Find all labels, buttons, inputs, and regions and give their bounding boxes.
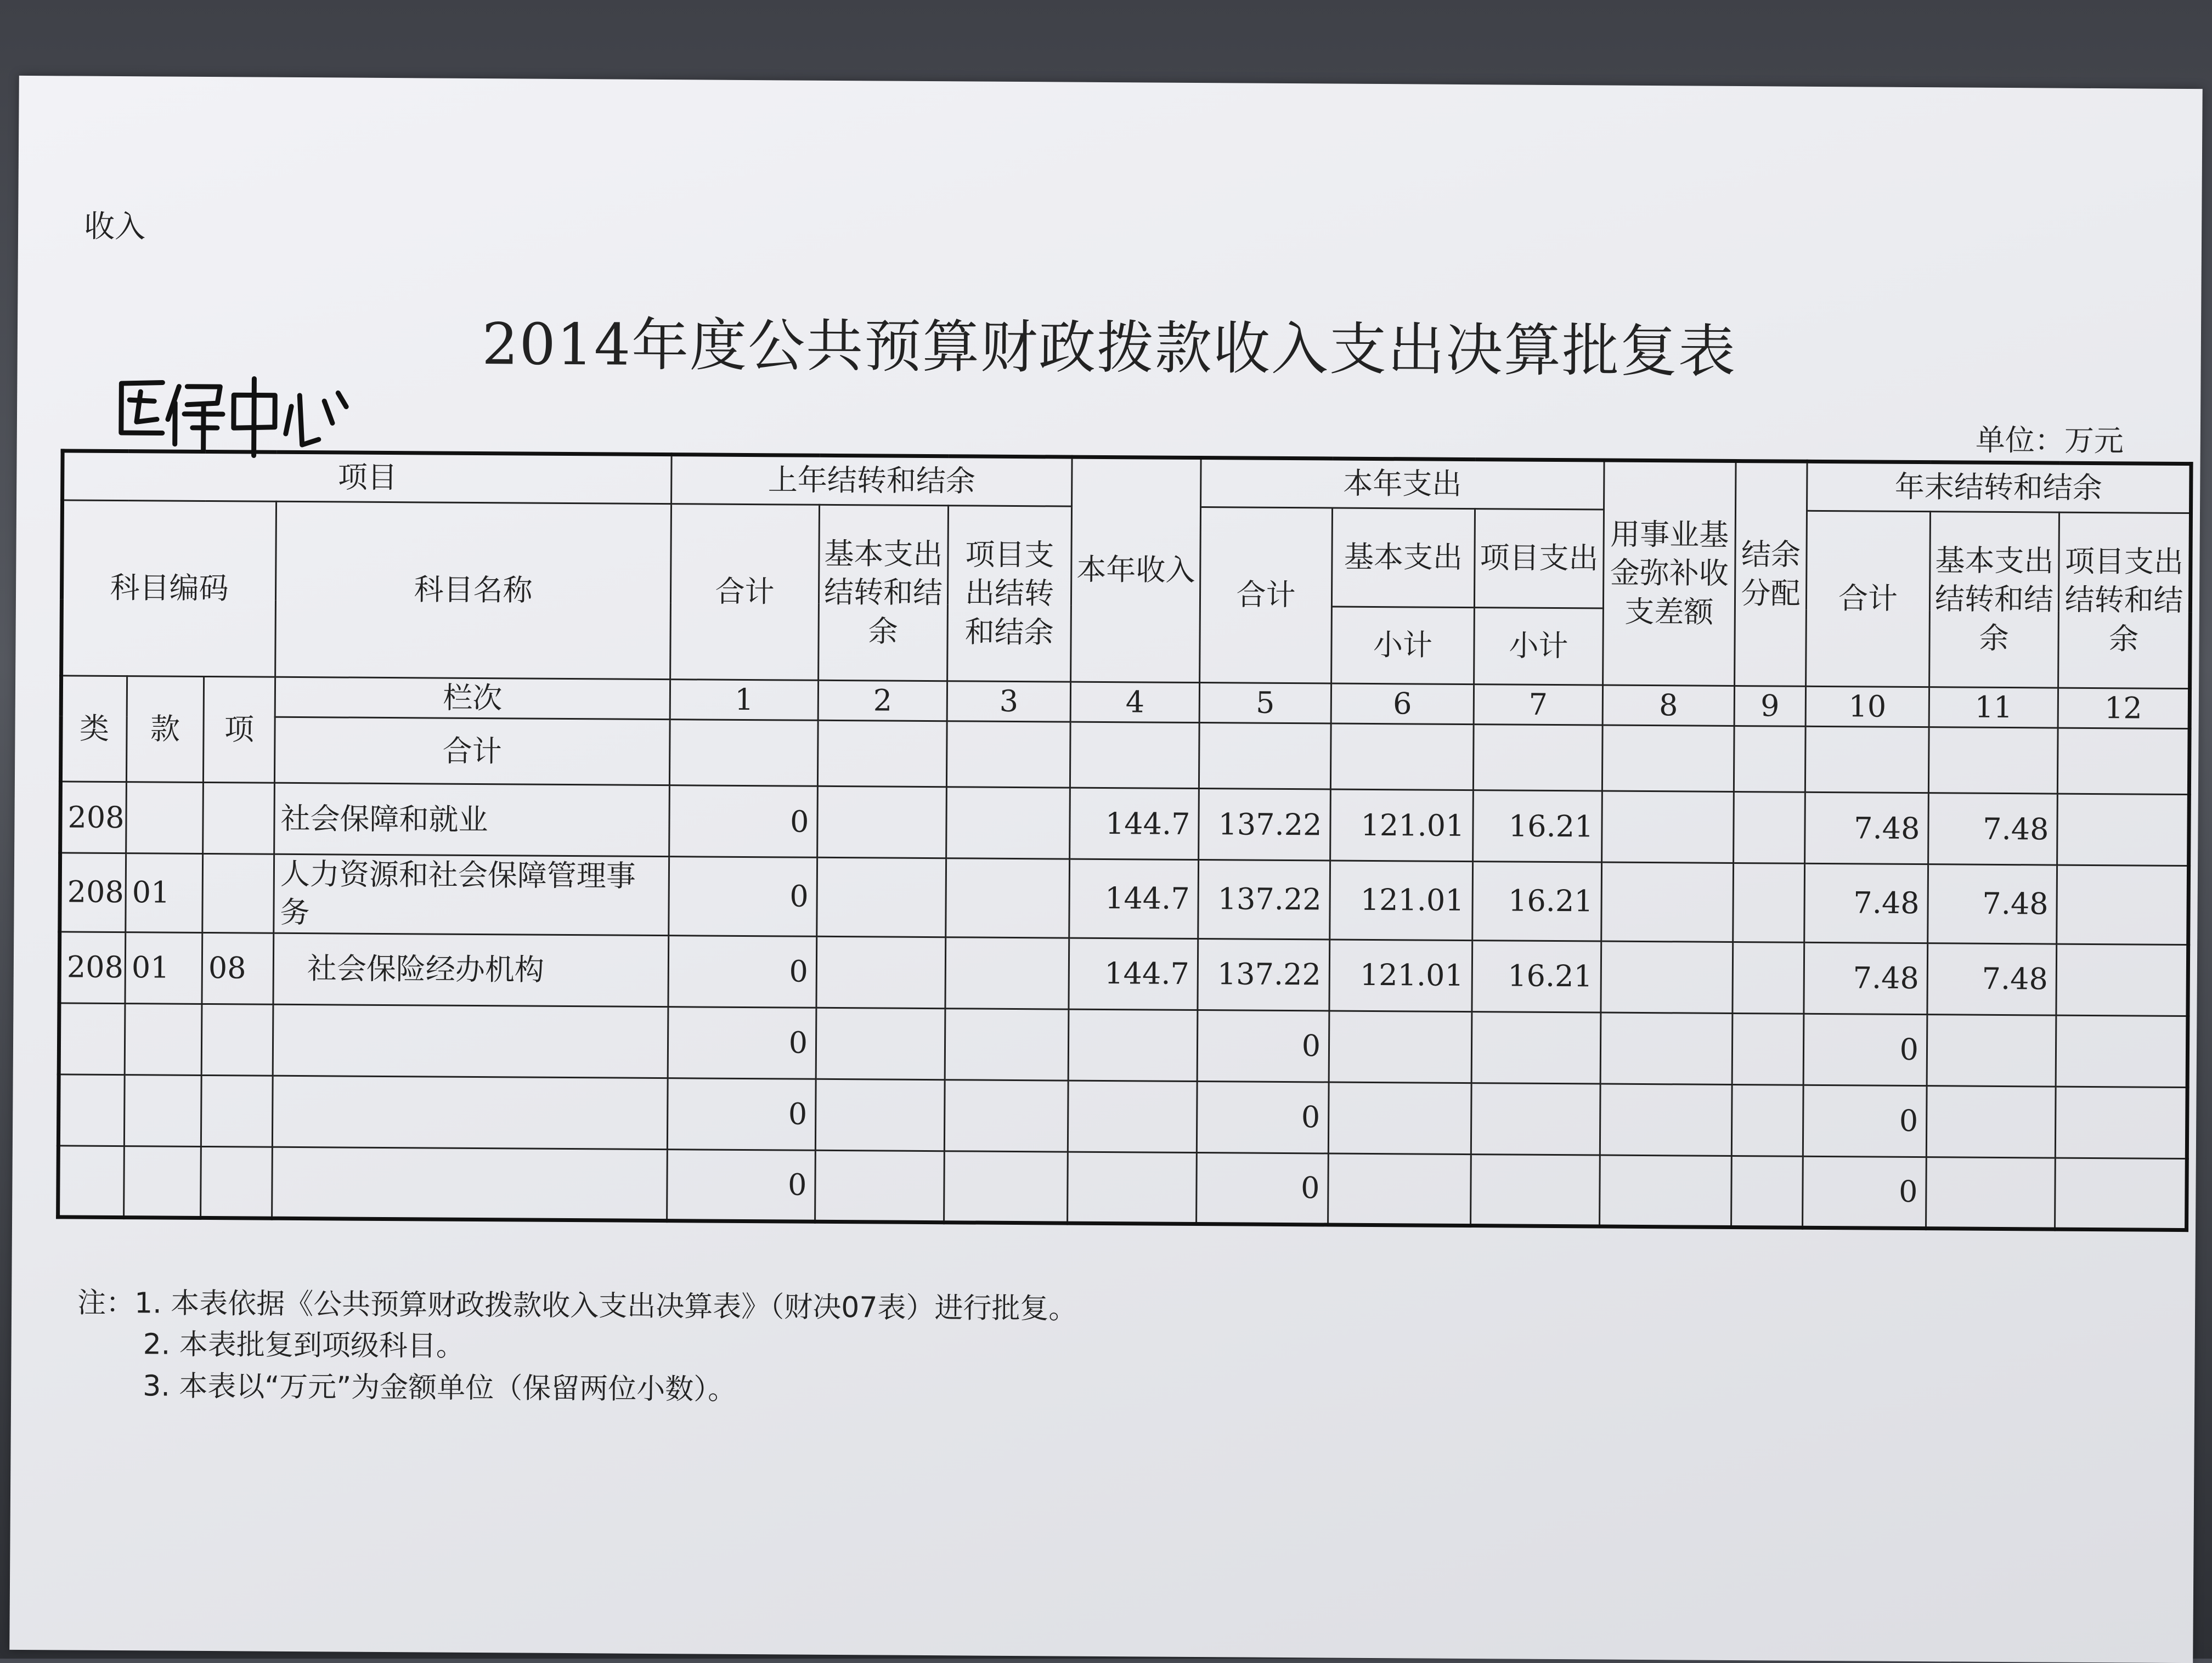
- cell-value: [2057, 794, 2190, 866]
- cell-value: [1328, 1082, 1471, 1155]
- cell-value: 0: [669, 857, 817, 936]
- table-row: [58, 1145, 2187, 1230]
- cell-value: [2055, 1087, 2187, 1158]
- cell-value: 121.01: [1330, 861, 1473, 940]
- cell-value: [1471, 1083, 1600, 1155]
- cell-value: 144.7: [1069, 938, 1198, 1010]
- cell-value: [946, 858, 1070, 938]
- header-xiang: 项: [203, 676, 275, 783]
- cell-lei: 208: [59, 931, 126, 1003]
- header-heji-row: 合计: [274, 717, 670, 785]
- cell-value: [817, 786, 947, 858]
- handwritten-signature: [110, 361, 352, 462]
- header-jiben-zhichu: 基本支出: [1331, 508, 1475, 608]
- header-jiben-jiezhuan-1: 基本支出结转和结余: [819, 505, 949, 681]
- cell-name: [272, 1076, 668, 1149]
- cell-value: [945, 937, 1069, 1009]
- header-kemu-bianma: 科目编码: [61, 500, 276, 677]
- cell-value: [1732, 1013, 1804, 1085]
- cell-value: 7.48: [1927, 943, 2057, 1015]
- header-heji-5: 合计: [1200, 507, 1333, 683]
- cell-kuan: [124, 1146, 201, 1218]
- cell-lei: [58, 1145, 125, 1217]
- cell-value: [1600, 1084, 1732, 1156]
- cell-value: 137.22: [1198, 860, 1330, 940]
- col-number: 3: [947, 681, 1070, 722]
- cell-kuan: 01: [126, 853, 203, 932]
- cell-value: [945, 1008, 1069, 1080]
- header-bennian-zhichu: 本年支出: [1201, 458, 1605, 510]
- cell-value: [1601, 941, 1733, 1013]
- cell-value: [1068, 1152, 1197, 1224]
- note-line: 注：1. 本表依据《公共预算财政拨款收入支出决算表》（财决07表）进行批复。: [77, 1286, 1077, 1326]
- header-kemu-mingcheng: 科目名称: [275, 501, 672, 679]
- cell-value: [2055, 1158, 2187, 1230]
- cell-value: 0: [1803, 1085, 1927, 1157]
- cell-value: [1602, 791, 1734, 863]
- cell-value: [815, 1079, 945, 1151]
- header-xiaoji-6: 小计: [1331, 607, 1475, 685]
- cell-value: 0: [1197, 1010, 1329, 1082]
- cell-value: 137.22: [1199, 789, 1331, 861]
- header-lanci: 栏次: [275, 677, 670, 720]
- cell-name: [273, 1004, 668, 1078]
- col-number: 7: [1474, 685, 1602, 726]
- cell-value: [1328, 1153, 1471, 1226]
- header-nianmo: 年末结转和结余: [1807, 461, 2192, 513]
- header-kuan: 款: [126, 676, 204, 783]
- cell-kuan: [125, 1003, 202, 1075]
- cell-value: [1471, 1154, 1600, 1226]
- header-xiaoji-7: 小计: [1474, 608, 1604, 685]
- col-number: 1: [670, 680, 818, 721]
- cell-value: 0: [1803, 1156, 1927, 1228]
- cell-value: [1926, 1085, 2056, 1157]
- cell-value: 121.01: [1329, 940, 1472, 1012]
- header-yong-shiye: 用事业基金弥补收支差额: [1603, 460, 1736, 686]
- col-number: 10: [1805, 686, 1929, 727]
- cell-value: [1926, 1157, 2056, 1229]
- cell-lei: [59, 1003, 125, 1074]
- cell-xiang: 08: [202, 932, 274, 1004]
- cell-value: 16.21: [1473, 790, 1602, 862]
- cell-value: 144.7: [1070, 788, 1199, 859]
- cell-value: 0: [667, 1149, 816, 1221]
- cell-value: [946, 787, 1070, 859]
- cell-kuan: [124, 1074, 201, 1146]
- cell-name: 人力资源和社会保障管理事务: [274, 854, 669, 935]
- header-xiangmu-jiezhuan-12: 项目支出结转和结余: [2058, 512, 2191, 688]
- cell-value: [1734, 792, 1805, 864]
- cell-name: 社会保险经办机构: [273, 933, 669, 1006]
- col-number: 4: [1070, 682, 1199, 723]
- cell-kuan: 01: [125, 932, 202, 1004]
- table-row: [59, 1003, 2188, 1087]
- cell-xiang: [201, 1004, 273, 1076]
- table-row: [58, 1074, 2187, 1158]
- cell-lei: 208: [60, 853, 126, 932]
- cell-value: 121.01: [1330, 789, 1474, 862]
- header-xiangmu: 项目: [63, 451, 672, 504]
- cell-value: 0: [667, 1078, 816, 1150]
- cell-value: [944, 1079, 1068, 1151]
- col-number: 8: [1602, 685, 1734, 726]
- cell-name: 社会保障和就业: [274, 783, 670, 856]
- col-number: 6: [1331, 683, 1474, 725]
- col-number: 9: [1734, 686, 1805, 726]
- budget-table: [56, 449, 2193, 1231]
- cell-value: 0: [668, 1006, 816, 1079]
- cell-kuan: [126, 782, 204, 854]
- unit-label: 单位：万元: [1975, 422, 2124, 459]
- cell-value: [1068, 1081, 1197, 1152]
- cell-xiang: [203, 783, 275, 855]
- cell-value: [1600, 1012, 1733, 1084]
- cell-value: [1733, 863, 1805, 942]
- document-page: [9, 76, 2202, 1663]
- page-title: 2014年度公共预算财政拨款收入支出决算批复表: [482, 310, 1737, 386]
- header-heji-1: 合计: [670, 504, 820, 681]
- cell-value: [1927, 1014, 2056, 1086]
- cell-value: [1731, 1084, 1803, 1156]
- cell-value: [1601, 862, 1734, 942]
- cell-value: [1471, 1011, 1601, 1083]
- cell-value: [1600, 1155, 1732, 1227]
- cell-value: 0: [668, 935, 817, 1008]
- header-jieyu-fenpei: 结余分配: [1735, 461, 1808, 686]
- notes: [77, 1283, 1077, 1413]
- header-xiangmu-zhichu: 项目支出: [1474, 509, 1604, 608]
- cell-name: [272, 1147, 668, 1220]
- cell-value: [816, 1008, 945, 1079]
- cell-lei: [58, 1074, 125, 1146]
- cell-value: [2056, 1015, 2188, 1087]
- cell-xiang: [201, 1075, 273, 1147]
- cell-value: 144.7: [1069, 859, 1199, 938]
- cell-value: 7.48: [1928, 793, 2058, 865]
- cell-value: [944, 1151, 1068, 1223]
- header-jiben-jiezhuan-11: 基本支出结转和结余: [1929, 512, 2059, 688]
- cell-value: [2057, 865, 2189, 944]
- cell-value: [2056, 944, 2188, 1016]
- header-xiangmu-jiezhuan-1: 项目支出结转和结余: [947, 506, 1072, 682]
- note-line: 2. 本表批复到项级科目。: [143, 1328, 465, 1364]
- table-row: [60, 853, 2189, 944]
- header-shangnian: 上年结转和结余: [672, 455, 1073, 506]
- col-number: 5: [1199, 683, 1331, 724]
- cell-value: 0: [1197, 1081, 1329, 1153]
- header-heji-10: 合计: [1806, 511, 1931, 687]
- cell-value: [817, 857, 946, 937]
- cell-value: 0: [1197, 1152, 1329, 1224]
- col-number: 2: [818, 680, 947, 721]
- cell-value: [816, 936, 946, 1008]
- cell-value: 0: [669, 785, 818, 858]
- table-row: [59, 931, 2188, 1016]
- col-number: 12: [2058, 688, 2190, 729]
- cell-xiang: [202, 854, 274, 933]
- cell-value: 7.48: [1804, 863, 1928, 943]
- cell-value: [1329, 1011, 1472, 1083]
- cell-value: 7.48: [1928, 864, 2057, 944]
- header-lei: 类: [60, 676, 127, 782]
- cell-xiang: [201, 1146, 273, 1218]
- cell-lei: 208: [60, 782, 127, 853]
- cell-value: 137.22: [1198, 938, 1330, 1010]
- cell-value: 7.48: [1805, 792, 1929, 864]
- note-line: 3. 本表以“万元”为金额单位（保留两位小数）。: [143, 1370, 737, 1406]
- table-row: [60, 782, 2190, 866]
- header-bennian-shouru: 本年收入: [1071, 457, 1201, 682]
- cell-value: 0: [1803, 1014, 1927, 1085]
- cell-value: [1733, 942, 1804, 1014]
- cell-value: 7.48: [1804, 942, 1928, 1014]
- cell-value: 16.21: [1472, 940, 1601, 1012]
- corner-label: 收入: [83, 208, 146, 245]
- cell-value: [1731, 1156, 1803, 1228]
- cell-value: [815, 1150, 945, 1222]
- cell-value: [1068, 1009, 1198, 1081]
- col-number: 11: [1929, 687, 2058, 728]
- cell-value: 16.21: [1472, 862, 1602, 941]
